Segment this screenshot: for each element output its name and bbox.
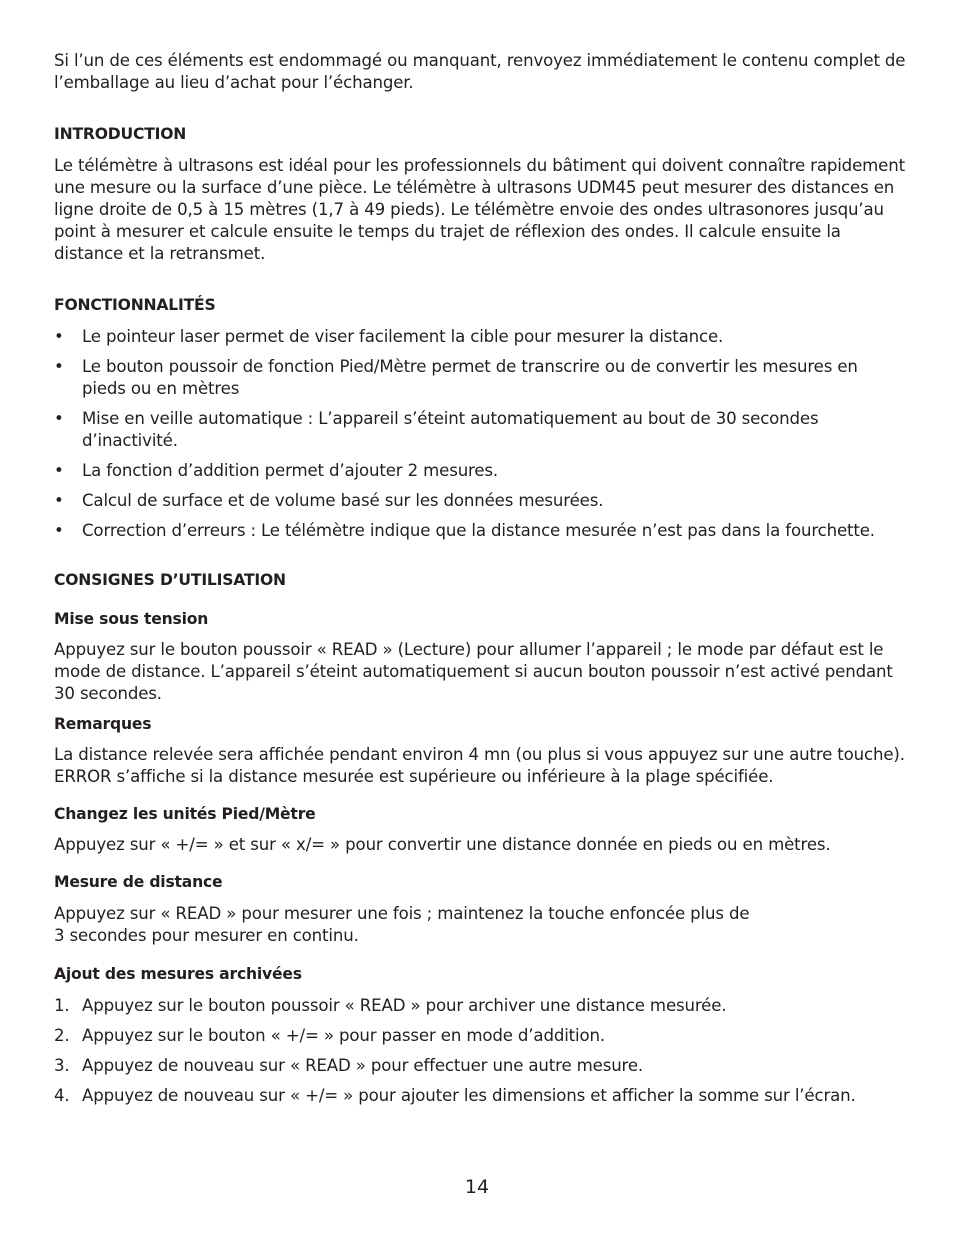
list-item-text: Calcul de surface et de volume basé sur les données mesurées. [82,491,604,510]
distance-body [54,903,906,947]
step-number: 4. [54,1086,70,1105]
list-item [54,520,906,542]
step-number: 1. [54,996,70,1015]
distance-body-line2: 3 secondes pour mesurer en continu. [54,926,359,945]
list-item-text: Mise en veille automatique : L’appareil s’éteint automatiquement au bout de 30 secondes d’inactivité. [82,409,819,450]
bullet-marker: • [54,521,64,540]
step-text: Appuyez de nouveau sur « +/= » pour ajouter les dimensions et afficher la somme sur l’écran. [82,1086,856,1105]
intro-paragraph: Si l’un de ces éléments est endommagé ou manquant, renvoyez immédiatement le contenu complet de l’emballage au lieu d’achat pour l’échanger. [54,51,906,92]
step-text: Appuyez de nouveau sur « READ » pour effectuer une autre mesure. [82,1056,644,1075]
list-item [54,408,906,452]
instructions-heading: CONSIGNES D’UTILISATION [54,571,286,589]
list-item [54,490,906,512]
bullet-marker: • [54,461,64,480]
document-page [54,50,906,1107]
power-on-heading: Mise sous tension [54,610,209,628]
power-on-body: Appuyez sur le bouton poussoir « READ » (Lecture) pour allumer l’appareil ; le mode par défaut est le mode de distance. L’appareil s’éteint automatiquement si aucun bouton poussoir n’est activé pendant 30 secondes. [54,640,893,703]
list-item [54,356,906,400]
archived-heading: Ajout des mesures archivées [54,965,302,983]
distance-body-line1: Appuyez sur « READ » pour mesurer une fois ; maintenez la touche enfoncée plus de [54,904,750,923]
introduction-body: Le télémètre à ultrasons est idéal pour les professionnels du bâtiment qui doivent connaître rapidement une mesure ou la surface d’une pièce. Le télémètre à ultrasons UDM45 peut mesurer des distances en ligne droite de 0,5 à 15 mètres (1,7 à 49 pieds). Le télémètre envoie des ondes ultrasonores jusqu’au point à mesurer et calcule ensuite le temps du trajet de réflexion des ondes. Il calcule ensuite la distance et la retransmet. [54,156,905,263]
step-number: 3. [54,1056,70,1075]
remarks-heading: Remarques [54,715,152,733]
bullet-marker: • [54,491,64,510]
step-text: Appuyez sur le bouton « +/= » pour passer en mode d’addition. [82,1026,605,1045]
introduction-heading: INTRODUCTION [54,125,187,143]
list-item [54,1085,906,1107]
bullet-marker: • [54,327,64,346]
step-number: 2. [54,1026,70,1045]
list-item [54,460,906,482]
remarks-body: La distance relevée sera affichée pendant environ 4 mn (ou plus si vous appuyez sur une autre touche). ERROR s’affiche si la distance mesurée est supérieure ou inférieure à la plage spécifiée. [54,745,905,786]
distance-heading: Mesure de distance [54,873,223,891]
bullet-marker: • [54,409,64,428]
list-item-text: Correction d’erreurs : Le télémètre indique que la distance mesurée n’est pas dans la fourchette. [82,521,875,540]
list-item-text: La fonction d’addition permet d’ajouter 2 mesures. [82,461,499,480]
list-item-text: Le pointeur laser permet de viser facilement la cible pour mesurer la distance. [82,327,724,346]
list-item [54,995,906,1017]
step-text: Appuyez sur le bouton poussoir « READ » pour archiver une distance mesurée. [82,996,727,1015]
features-heading: FONCTIONNALITÉS [54,296,216,314]
units-heading: Changez les unités Pied/Mètre [54,805,316,823]
units-body: Appuyez sur « +/= » et sur « x/= » pour convertir une distance donnée en pieds ou en mètres. [54,835,831,854]
bullet-marker: • [54,357,64,376]
page-number: 14 [464,1176,490,1198]
list-item-text: Le bouton poussoir de fonction Pied/Mètre permet de transcrire ou de convertir les mesures en pieds ou en mètres [82,357,858,398]
list-item [54,326,906,348]
features-list [54,326,906,542]
list-item [54,1025,906,1047]
list-item [54,1055,906,1077]
archived-steps-list [54,995,906,1107]
